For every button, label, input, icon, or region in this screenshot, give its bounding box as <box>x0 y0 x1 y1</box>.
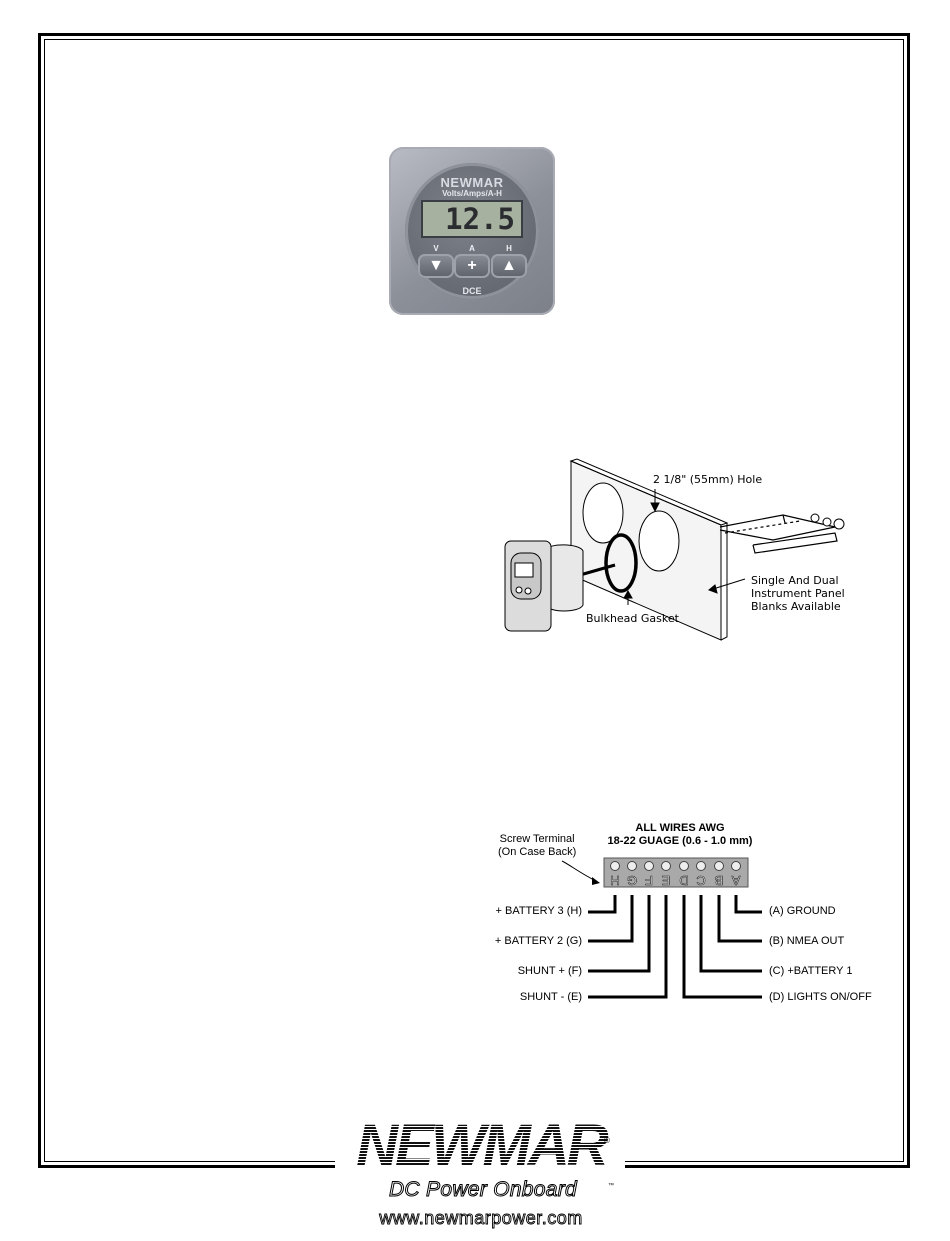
meter-display: 12.5 <box>421 200 523 238</box>
panel-blanks-line-1: Single And Dual <box>751 574 839 587</box>
meter-photo <box>389 147 555 315</box>
triangle-up-icon: ▲ <box>501 257 517 274</box>
wire-label-battery-2: + BATTERY 2 (G) <box>494 935 582 947</box>
triangle-down-icon: ▼ <box>428 257 444 274</box>
meter-plus-button <box>454 254 490 278</box>
terminal-letter-c: C <box>696 873 706 888</box>
terminal-letter-e: E <box>661 873 671 888</box>
terminal-letter-f: F <box>645 873 653 888</box>
terminal-screw <box>732 862 741 871</box>
wire-label-lights: (D) LIGHTS ON/OFF <box>769 991 872 1003</box>
terminal-screw <box>715 862 724 871</box>
hole-size-label: 2 1/8" (55mm) Hole <box>653 473 763 486</box>
wire-label-shunt-plus: SHUNT + (F) <box>517 965 582 977</box>
plus-icon: + <box>467 257 477 274</box>
meter-up-button <box>491 254 527 278</box>
terminal-screw <box>611 862 620 871</box>
terminal-screw <box>628 862 637 871</box>
meter-brand: NEWMAR <box>440 175 504 190</box>
terminal-letter-b: B <box>714 873 724 888</box>
terminal-letter-d: D <box>679 873 689 888</box>
meter-label-a: A <box>469 244 475 253</box>
website-url: www.newmarpower.com <box>379 1208 583 1228</box>
meter-model: DCE <box>462 286 482 296</box>
newmar-logo: NEWMAR <box>352 1118 610 1174</box>
wire-label-battery-3: + BATTERY 3 (H) <box>495 905 582 917</box>
terminal-letter-g: G <box>626 873 638 888</box>
panel-blanks-line-2: Instrument Panel <box>751 587 845 600</box>
terminal-screw <box>662 862 671 871</box>
screw-terminal-line-2: (On Case Back) <box>498 846 577 858</box>
panel-blanks-label <box>751 574 845 613</box>
screw-terminal-line-1: Screw Terminal <box>499 833 575 845</box>
terminal-letter-h: H <box>610 873 620 888</box>
terminal-letter-a: A <box>731 873 741 888</box>
wiring-header-line-2: 18-22 GUAGE (0.6 - 1.0 mm) <box>607 835 753 847</box>
mounting-nuts <box>811 514 844 529</box>
terminal-screw <box>697 862 706 871</box>
wire-label-nmea-out: (B) NMEA OUT <box>769 935 845 947</box>
wire-lines <box>588 895 762 997</box>
terminal-screw <box>645 862 654 871</box>
trademark-mark: ™ <box>608 1183 614 1189</box>
wire-label-shunt-minus: SHUNT - (E) <box>519 991 582 1003</box>
bulkhead-gasket-label: Bulkhead Gasket <box>586 612 679 625</box>
mounting-bracket <box>720 515 837 553</box>
meter-label-v: V <box>433 244 439 253</box>
meter-down-button <box>418 254 454 278</box>
meter-subtitle: Volts/Amps/A-H <box>442 189 502 198</box>
arrow-icon <box>592 877 600 885</box>
terminal-block <box>604 858 748 887</box>
terminal-screw <box>680 862 689 871</box>
wire-label-battery-1: (C) +BATTERY 1 <box>769 965 853 977</box>
tagline: DC Power Onboard <box>388 1178 578 1201</box>
registered-mark: ® <box>604 1136 610 1145</box>
wire-label-ground: (A) GROUND <box>769 905 836 917</box>
meter-label-h: H <box>506 244 512 253</box>
wiring-header-line-1: ALL WIRES AWG <box>635 822 725 834</box>
panel-blanks-line-3: Blanks Available <box>751 600 841 613</box>
screw-terminal-pointer <box>562 861 596 881</box>
